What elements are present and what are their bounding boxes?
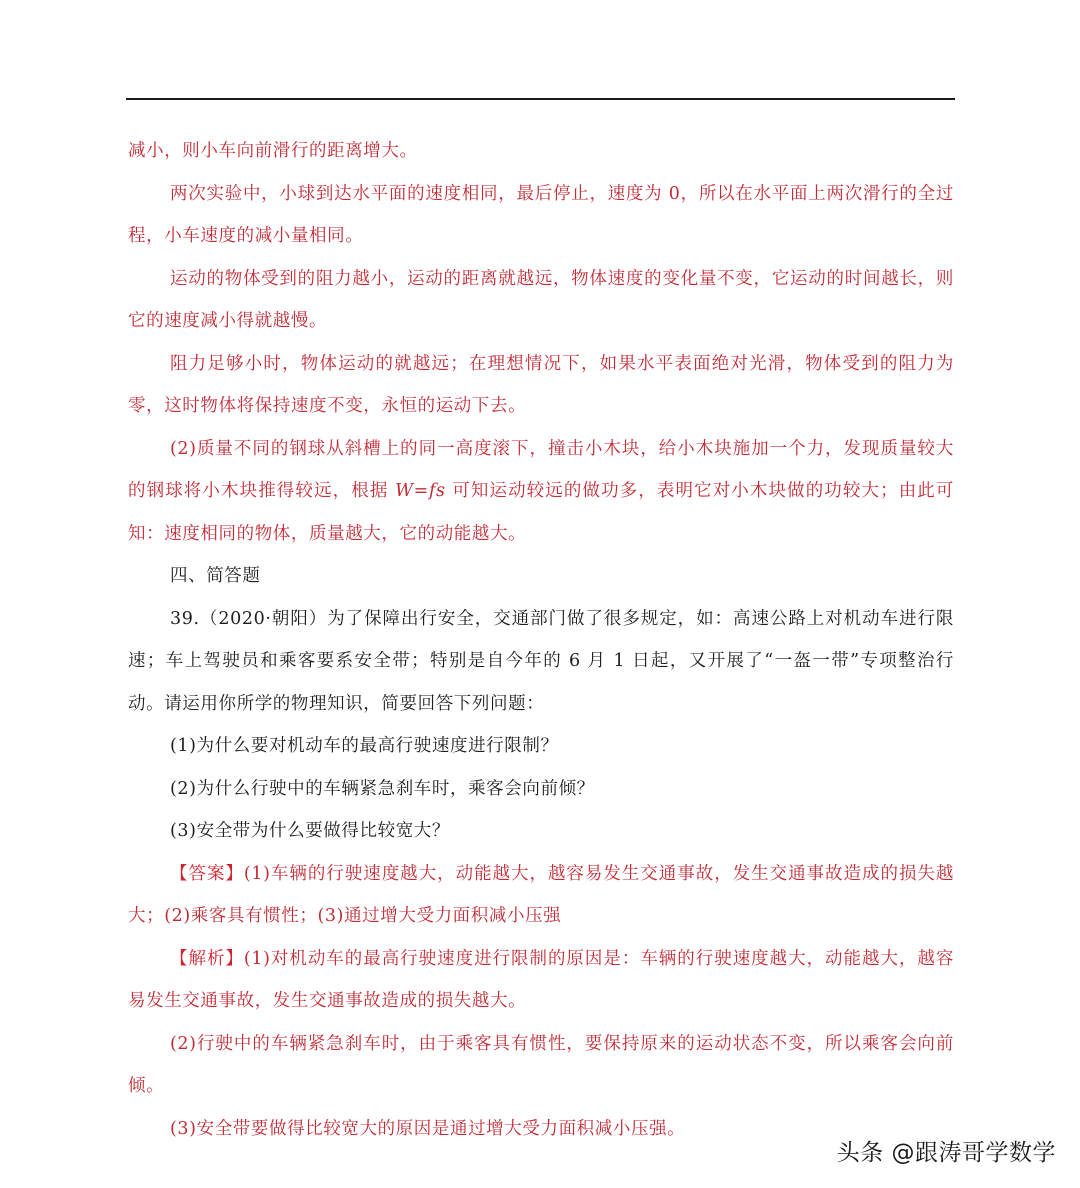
header-rule [126, 98, 955, 100]
analysis-paragraph-3: (3)安全带要做得比较宽大的原因是通过增大受力面积减小压强。 [170, 1118, 686, 1139]
question-stem [128, 598, 954, 726]
paragraph-text-before: (2)质量不同的钢球从斜槽上的同一高度滚下，撞击小木块，给小木块施加一个力，发现质量较大的钢球将小木块推得较远，根据 [128, 438, 954, 501]
paragraph-text-after: 可知运动较远的做功多，表明它对小木块做的功较大；由此可知：速度相同的物体，质量越大，它的动能越大。 [128, 481, 954, 544]
question-text: 为了保障出行安全，交通部门做了很多规定，如：高速公路上对机动车进行限速；车上驾驶员和乘客要系安全带；特别是自今年的 6 月 1 日起，又开展了“一盔一带”专项整治行动。请运用你所学的物理知识，简要回答下列问题： [128, 608, 954, 714]
paragraph-experiment-speed: 两次实验中，小球到达水平面的速度相同，最后停止，速度为 0，所以在水平面上两次滑行的全过程，小车速度的减小量相同。 [128, 183, 954, 246]
paragraph-ideal-case: 阻力足够小时，物体运动的就越远；在理想情况下，如果水平表面绝对光滑，物体受到的阻力为零，这时物体将保持速度不变，永恒的运动下去。 [128, 353, 954, 416]
document-page [128, 130, 954, 1150]
sub-question-1: (1)为什么要对机动车的最高行驶速度进行限制？ [170, 736, 559, 756]
answer-paragraph [128, 853, 954, 938]
analysis-text-1: (1)对机动车的最高行驶速度进行限制的原因是：车辆的行驶速度越大，动能越大，越容易发生交通事故，发生交通事故造成的损失越大。 [128, 948, 954, 1011]
watermark: 头条 @跟涛哥学数学 [836, 1140, 1056, 1166]
analysis-tag: 【解析】 [170, 948, 244, 969]
analysis-paragraph-2: (2)行驶中的车辆紧急刹车时，由于乘客具有惯性，要保持原来的运动状态不变，所以乘客会向前倾。 [128, 1033, 954, 1096]
answer-text: (1)车辆的行驶速度越大，动能越大，越容易发生交通事故，发生交通事故造成的损失越大；(2)乘客具有惯性；(3)通过增大受力面积减小压强 [128, 863, 954, 926]
question-number: 39. [170, 608, 200, 629]
question-source: （2020·朝阳） [199, 608, 328, 629]
sub-question-3: (3)安全带为什么要做得比较宽大？ [170, 821, 450, 841]
section-heading: 四、简答题 [170, 566, 261, 586]
formula-work: W=fs [395, 481, 446, 501]
answer-tag: 【答案】 [170, 863, 244, 884]
paragraph-kinetic-energy [128, 428, 954, 556]
paragraph-continuation: 减小，则小车向前滑行的距离增大。 [128, 141, 418, 161]
analysis-paragraph-1 [128, 938, 954, 1023]
paragraph-resistance-time: 运动的物体受到的阻力越小，运动的距离就越远，物体速度的变化量不变，它运动的时间越长，则它的速度减小得就越慢。 [128, 268, 954, 331]
sub-question-2: (2)为什么行驶中的车辆紧急刹车时，乘客会向前倾？ [170, 778, 595, 799]
